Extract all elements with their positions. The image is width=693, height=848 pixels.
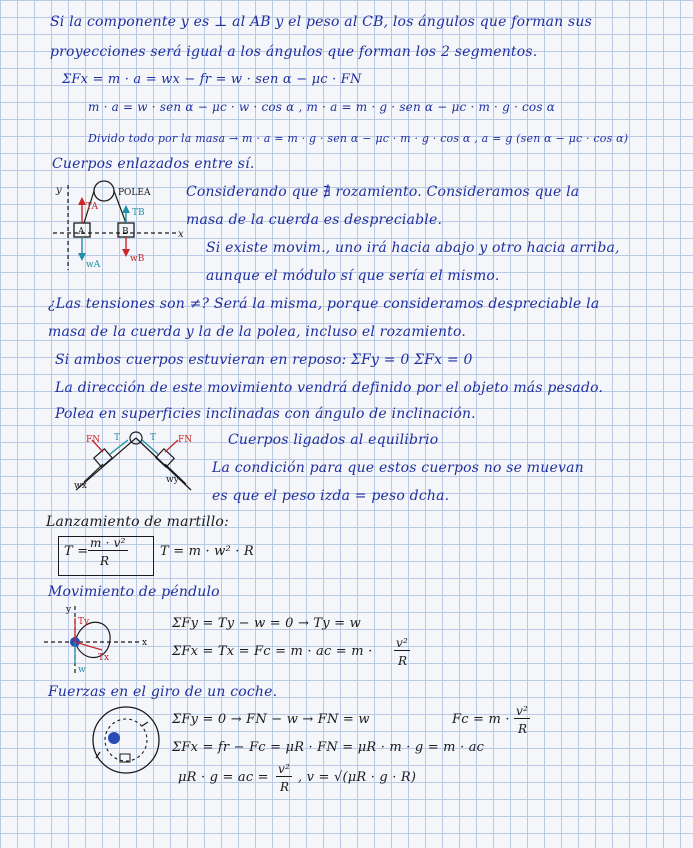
inclined-pulley-diagram [66,428,216,500]
fraction-denominator: R [100,554,110,568]
fraction-denominator: R [398,654,408,668]
equation: ΣFx = fr − Fc = μR · FN = μR · m · g = m · ac [172,740,485,755]
note-line: es que el peso izda = peso dcha. [212,488,450,504]
equation: Fc = m · [452,712,510,727]
note-line: Considerando que ∄ rozamiento. Consideramos que la [186,184,580,200]
note-line: La condición para que estos cuerpos no se muevan [212,460,584,476]
equation: Divido todo por la masa → m · a = m · g · sen α − μc · m · g · cos α , a = g (sen α − μc · cos α) [88,132,629,145]
normal-force-left-label: FN [86,435,101,445]
section-heading: Lanzamiento de martillo: [46,514,229,530]
note-line: aunque el módulo sí que sería el mismo. [206,268,500,284]
fraction-numerator: v² [278,762,290,776]
weight-a-label: wA [86,260,101,270]
fraction-numerator: v² [396,636,408,650]
fraction-numerator: m · v² [90,536,126,550]
pendulum-diagram [42,602,152,677]
fraction-numerator: v² [516,704,528,718]
axis-label-x: x [142,638,148,648]
note-line: Si existe movim., uno irá hacia abajo y otro hacia arriba, [206,240,620,256]
equation: μR · g = ac = [178,770,269,785]
fraction-denominator: R [280,780,290,794]
car-curve-diagram [86,706,166,776]
equation: T = m · w² · R [160,544,254,559]
equation: m · a = w · sen α − μc · w · cos α , m · a = m · g · sen α − μc · m · g · cos α [88,100,556,114]
section-heading: Fuerzas en el giro de un coche. [48,684,278,700]
tension-right-label: T [150,433,157,443]
block-label-b: B [122,227,129,237]
equation: T = [64,544,89,559]
tension-a-label: TA [86,202,99,212]
equation: ΣFx = m · a = wx − fr = w · sen α − μc · FN [62,72,362,87]
equation: ΣFy = 0 → FN − w → FN = w [172,712,370,727]
note-line: masa de la cuerda y la de la polea, incluso el rozamiento. [48,324,467,340]
block-label-a: A [78,227,85,237]
tension-b-label: TB [132,208,145,218]
pulley-diagram [48,175,208,280]
note-line: Cuerpos ligados al equilibrio [228,432,439,448]
weight-x-label: wx [74,481,87,491]
note-line: Polea en superficies inclinadas con ángulo de inclinación. [55,406,476,422]
note-line: Si ambos cuerpos estuvieran en reposo: ΣFy = 0 ΣFx = 0 [55,352,473,368]
axis-label-x: x [178,229,184,240]
note-line: masa de la cuerda es despreciable. [186,212,443,228]
equation: ΣFy = Ty − w = 0 → Ty = w [172,616,361,631]
equation: , v = √(μR · g · R) [298,770,417,785]
tension-y-label: Ty [78,617,90,627]
tension-x-label: Tx [98,653,110,663]
section-heading: Cuerpos enlazados entre sí. [52,156,255,172]
pulley-label: POLEA [118,188,151,198]
note-line: proyecciones será igual a los ángulos que forman los 2 segmentos. [50,44,538,60]
note-line: Si la componente y es ⊥ al AB y el peso al CB, los ángulos que forman sus [50,14,592,30]
note-line: ¿Las tensiones son ≠? Será la misma, porque consideramos despreciable la [48,296,600,312]
weight-b-label: wB [130,254,145,264]
weight-label: w [78,665,86,675]
section-heading: Movimiento de péndulo [48,584,220,600]
fraction-denominator: R [518,722,528,736]
note-line: La dirección de este movimiento vendrá definido por el objeto más pesado. [55,380,604,396]
tension-left-label: T [114,433,121,443]
equation: ΣFx = Tx = Fc = m · ac = m · [172,644,373,659]
axis-label-y: y [66,605,72,615]
weight-y-label: wy [166,475,179,485]
axis-label-y: y [56,185,62,196]
normal-force-right-label: FN [178,435,193,445]
